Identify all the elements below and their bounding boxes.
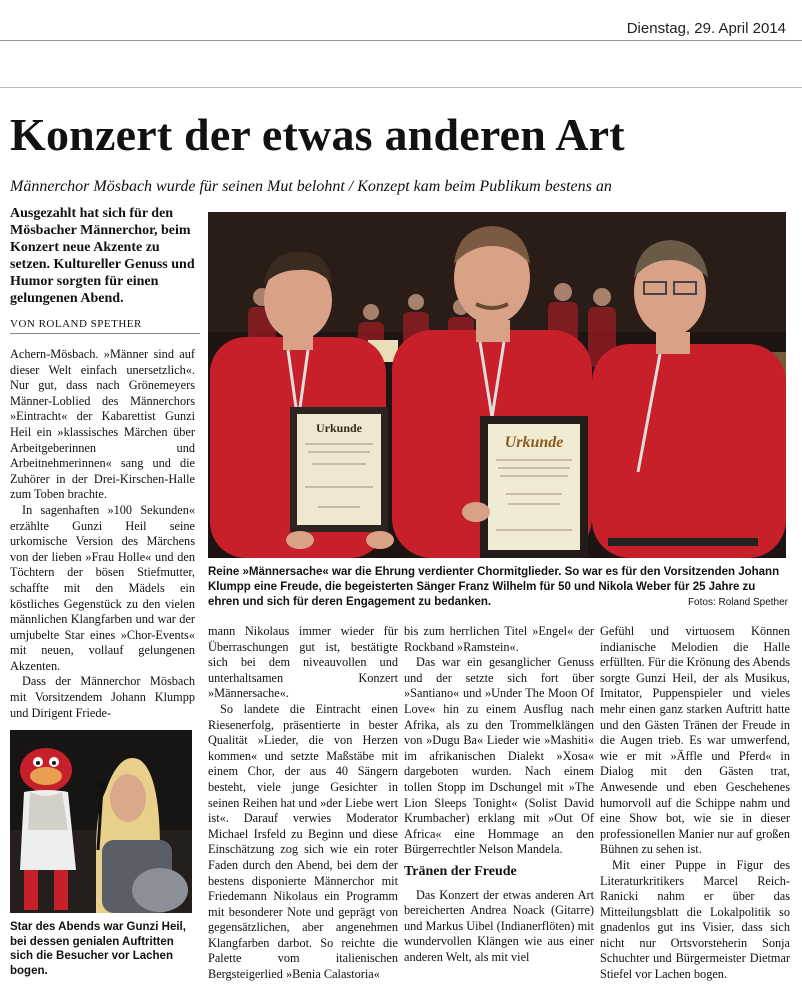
main-photo-caption-text: Reine »Männersache« war die Ehrung verdienter Chormitglieder. So war es für den Vorsitzenden Johann Klumpp eine Freude, die begeisterten Sänger Franz Wilhelm für 50 und Nikola Weber für 25 Jahre zu ehren und sich für deren Engagement zu bedanken. <box>208 566 780 608</box>
paragraph: Das war ein gesanglicher Genuss und der setzte sich fort über »Santiano« und »Under The Moon Of Love« hin zu einem Ausflug nach Afrika, als zu den Trommelklängen von »Dugu Ba« Lieder wie »Mashiti« im afrikanischen Dialekt »Xosa« dargeboten wurden. Nach einem tollen Stopp im Dschungel mit »The Lion Sleeps Tonight« (Solist David Krumbacher) erklang mit »Out Of Africa« eine Hommage an den Bürgerrechtler Nelson Mandela. <box>404 655 594 857</box>
paragraph: Achern-Mösbach. »Männer sind auf dieser Welt einfach unersetzlich«. Nur gut, dass nach Grönemeyers Männer-Loblied des Männerchors »Eintracht« der Kabarettist Gunzi Heil ein »klassisches Märchen über Arbeitgeberinnen und Arbeitnehmerinnen« sang und die Zuhörer in der Drei-Kirschen-Halle zum Toben brachte. <box>10 347 195 502</box>
article-column-1 <box>10 347 195 721</box>
certificate-frame-right <box>480 416 588 558</box>
paragraph: mann Nikolaus immer wieder für Überraschungen gut ist, bestätigte sich bei dem niveauvollen und unterhaltsamen Konzert »Männersache«. <box>208 624 398 701</box>
article-column-3 <box>404 624 594 965</box>
paragraph: Das Konzert der etwas anderen Art bereicherten Andrea Noack (Gitarre) und Markus Uibel (Indianerflöten) mit wundervollen Klängen wie aus einer anderen Welt, als mit viel <box>404 887 594 964</box>
paragraph: Mit einer Puppe in Figur des Literaturkritikers Marcel Reich-Ranicki nahm er über das Mitteilungsblatt die Lokalpolitik so gnadenlos gut ins Visier, dass sich nicht nur Ortsvorsteherin Sonja Schuchter und Bürgermeister Dietmar Stiefel vor Lachen bogen. <box>600 857 790 982</box>
certificate-title-right: Urkunde <box>504 434 564 451</box>
paragraph: bis zum herrlichen Titel »Engel« der Rockband »Ramstein«. <box>404 624 594 654</box>
small-photo-caption: Star des Abends war Gunzi Heil, bei dessen genialen Auftritten sich die Besucher vor Lachen bogen. <box>10 921 186 977</box>
small-photo-performer <box>10 730 192 913</box>
section-subheading: Tränen der Freude <box>404 863 517 879</box>
article-column-2 <box>208 624 398 983</box>
main-photo-caption <box>208 565 788 610</box>
paragraph: So landete die Eintracht einen Riesenerfolg, präsentierte in bester Qualität »Lieder, die von Herzen kommen« und setzte Maßstäbe mit einem Chor, der aus 40 Sängern besteht, viele junge Gesichter in seinen Reihen hat und »der Liebe wert ist«. Darauf verwies Moderator Michael Irsfeld zu Beginn und diese Einschätzung zog sich wie ein roter Faden durch den Abend, bei dem der bestens disponierte Männerchor mit Friedemann Nikolaus ein Programm mit besonderer Note und geprägt von gegensätzlichen, aber angenehmen Klangfarben darbot. So reichte die Palette vom italienischen Bergsteigerlied »Benia Calastoria« <box>208 701 398 982</box>
article-subheadline: Männerchor Mösbach wurde für seinen Mut belohnt / Konzept kam beim Publikum bestens an <box>10 178 612 195</box>
article-headline: Konzert der etwas anderen Art <box>10 109 625 160</box>
main-photo-honorees <box>208 212 786 558</box>
photo-credit: Fotos: Roland Spether <box>687 597 788 608</box>
certificate-title-left: Urkunde <box>315 421 363 435</box>
article-column-4 <box>600 624 790 983</box>
publication-date: Dienstag, 29. April 2014 <box>626 20 786 37</box>
paragraph: Gefühl und virtuosem Können indianische Melodien die Halle erfüllten. Für die Krönung des Abends sorgte Gunzi Heil, der als Musikus, Imitator, Puppenspieler und vieles mehr einen ganz starken Auftritt hatte und den Gästen Tränen der Freude in die Augen trieb. Es war umwerfend, wie er mit »Äffle und Pferd« in Dialog mit den Gästen trat, Anwesende und eben Geschehenes humorvoll auf die Schippe nahm und eine Show bot, wie sie in dieser professionellen Manier nur auf großen Bühnen zu sehen ist. <box>600 624 790 857</box>
header-rule <box>0 40 802 41</box>
section-rule <box>0 87 802 88</box>
paragraph: In sagenhaften »100 Sekunden« erzählte Gunzi Heil seine urkomische Version des Märchens von der lieben »Frau Holle« und den Töchtern der bösen Stiefmutter, schaffte mit den Mädels ein köstliches Gegenstück zu den vielen männlichen Klangfarben und war der umjubelte Star eines »Chor-Events« mit neuen, vollauf gelungenen Akzenten. <box>10 502 195 673</box>
paragraph: Dass der Männerchor Mösbach mit Vorsitzendem Johann Klumpp und Dirigent Friede- <box>10 674 195 720</box>
byline: VON ROLAND SPETHER <box>10 318 200 334</box>
article-lead: Ausgezahlt hat sich für den Mösbacher Männerchor, beim Konzert neue Akzente zu setzen. Kultureller Genuss und Humor sorgten für einen gelungenen Abend. <box>10 206 195 306</box>
certificate-frame-left <box>290 407 388 532</box>
